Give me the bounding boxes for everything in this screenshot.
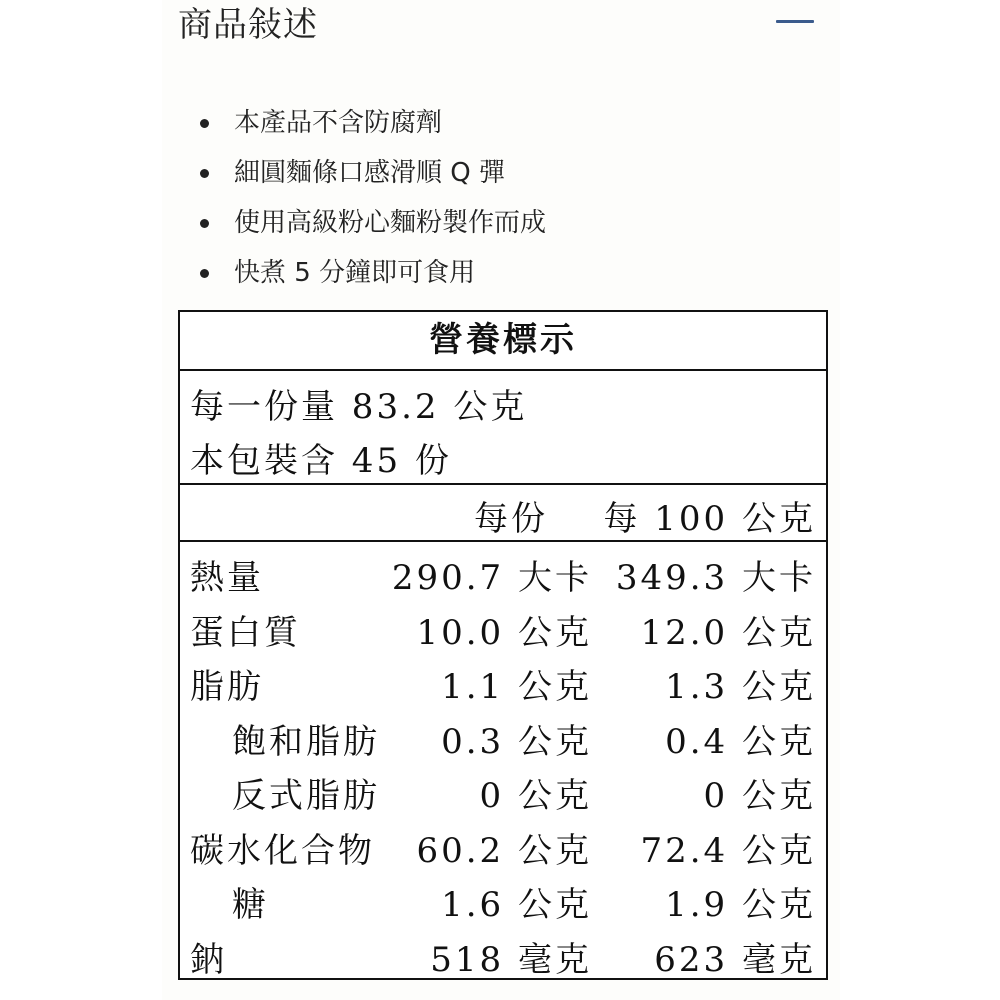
nutrient-per-100g: 72.4 公克 [640,830,816,871]
nutrition-column-header [180,485,826,542]
nutrient-per-serving: 10.0 公克 [416,612,592,653]
nutrient-per-100g: 0.4 公克 [665,721,816,762]
nutrient-per-serving: 290.7 大卡 [391,558,592,598]
nutrient-per-100g: 1.9 公克 [665,885,816,925]
nutrient-row [180,597,826,652]
list-item-text: 細圓麵條口感滑順 Q 彈 [234,158,505,188]
nutrient-row [180,869,826,924]
column-per-serving: 每份 [474,499,548,539]
nutrition-table-title: 營養標示 [180,312,826,371]
feature-list [200,98,546,298]
nutrient-row [180,760,826,815]
nutrient-per-100g: 349.3 大卡 [615,558,816,598]
bullet-icon [200,269,209,278]
nutrient-label: 鈉 [190,939,227,980]
list-item-text: 使用高級粉心麵粉製作而成 [234,208,547,238]
list-item [200,98,546,148]
servings-per-pack: 本包裝含 45 份 [190,441,452,481]
section-title: 商品敍述 [178,5,318,45]
nutrition-rows [180,542,826,978]
nutrient-row [180,815,826,870]
bullet-icon [200,119,209,128]
nutrient-label: 脂肪 [190,667,264,707]
serving-info [180,371,826,485]
list-item-text: 快煮 5 分鐘即可食用 [234,258,476,288]
nutrient-per-serving: 1.6 公克 [441,885,592,925]
list-item [200,248,546,298]
nutrient-per-serving: 518 毫克 [430,939,592,980]
nutrient-label: 蛋白質 [190,612,301,653]
column-per-100g: 每 100 公克 [603,499,816,539]
minus-icon [776,20,814,23]
nutrient-row [180,651,826,706]
list-item [200,198,546,248]
nutrient-per-100g: 0 公克 [703,776,816,816]
nutrient-per-serving: 1.1 公克 [441,667,592,707]
nutrient-label: 反式脂肪 [232,776,380,816]
nutrient-per-serving: 60.2 公克 [416,830,592,871]
bullet-icon [200,219,209,228]
list-item-text: 本產品不含防腐劑 [234,108,443,138]
collapse-toggle-button[interactable] [770,6,822,36]
nutrient-per-100g: 1.3 公克 [665,667,816,707]
nutrient-row [180,706,826,761]
nutrient-per-serving: 0.3 公克 [441,721,592,762]
nutrient-label: 碳水化合物 [190,830,375,871]
serving-size: 每一份量 83.2 公克 [190,387,528,427]
nutrition-facts-table [178,310,828,980]
nutrient-per-100g: 12.0 公克 [640,612,816,653]
bullet-icon [200,169,209,178]
nutrient-row [180,542,826,597]
nutrient-label: 飽和脂肪 [232,721,380,762]
list-item [200,148,546,198]
nutrient-label: 熱量 [190,558,264,598]
nutrient-row [180,924,826,979]
nutrient-label: 糖 [232,885,269,925]
nutrient-per-serving: 0 公克 [479,776,592,816]
nutrient-per-100g: 623 毫克 [654,939,816,980]
